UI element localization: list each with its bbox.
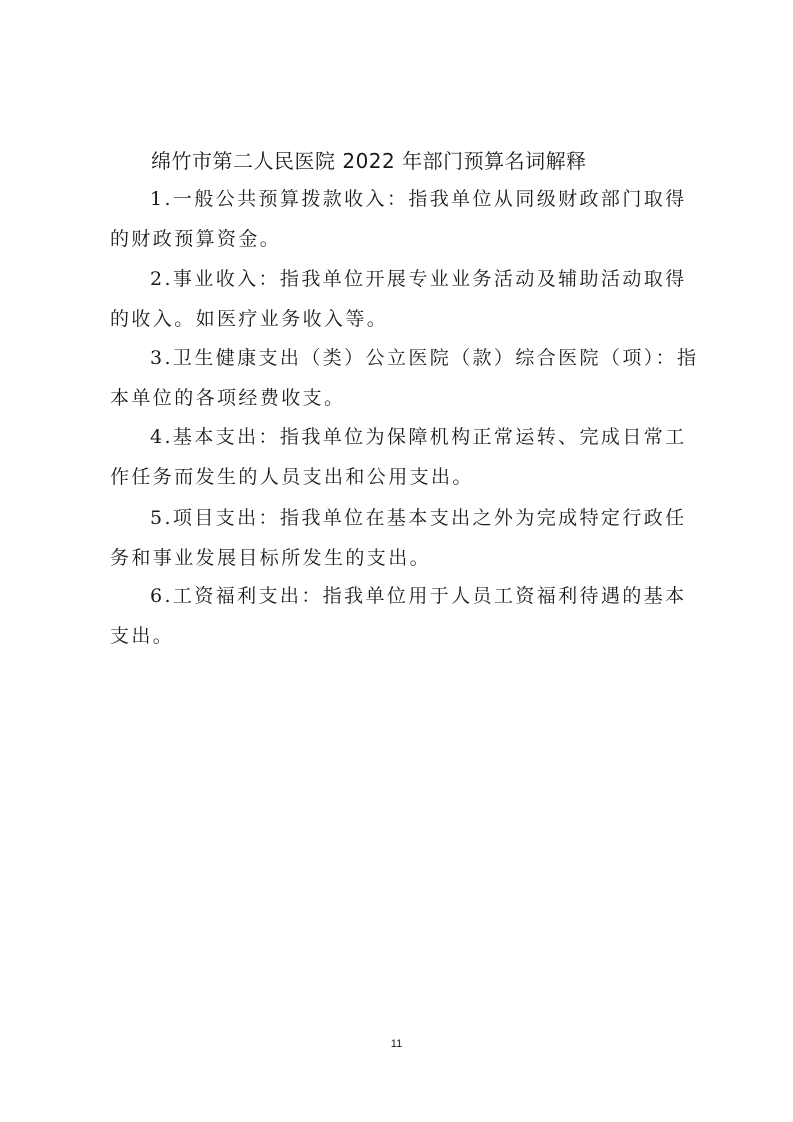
definition-entry-1: 1.一般公共预算拨款收入：指我单位从同级财政部门取得的财政预算资金。	[110, 188, 687, 250]
definition-entry-3: 3.卫生健康支出（类）公立医院（款）综合医院（项）：指本单位的各项经费收支。	[110, 347, 699, 409]
definition-entry-6: 6.工资福利支出：指我单位用于人员工资福利待遇的基本支出。	[110, 585, 687, 647]
definition-entry-4: 4.基本支出：指我单位为保障机构正常运转、完成日常工作任务而发生的人员支出和公用支出。	[110, 426, 687, 488]
page-title: 绵竹市第二人民医院 2022 年部门预算名词解释	[151, 149, 587, 173]
page-number: 11	[390, 1038, 403, 1050]
definition-entry-2: 2.事业收入：指我单位开展专业业务活动及辅助活动取得的收入。如医疗业务收入等。	[110, 268, 687, 330]
definition-entry-5: 5.项目支出：指我单位在基本支出之外为完成特定行政任务和事业发展目标所发生的支出。	[110, 507, 687, 569]
